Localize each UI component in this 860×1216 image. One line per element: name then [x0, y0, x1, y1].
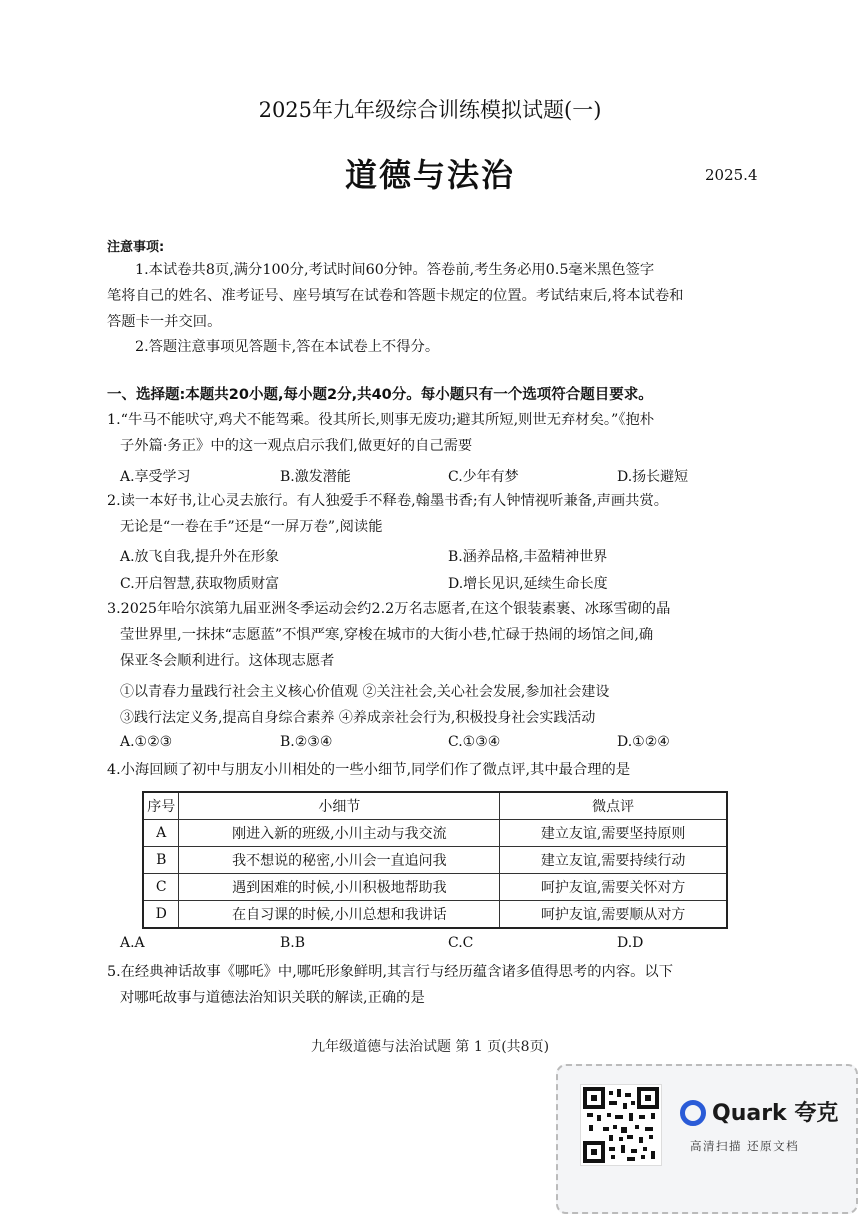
question-3-line: 莹世界里,一抹抹“志愿蓝”不惧严寒,穿梭在城市的大街小巷,忙碌于热闹的场馆之间,确	[120, 627, 654, 643]
question-2-line: 无论是“一卷在手”还是“一屏万卷”,阅读能	[120, 519, 383, 535]
q3-statement-line: ③践行法定义务,提高自身综合素养 ④养成亲社会行为,积极投身社会实践活动	[120, 710, 596, 726]
question-3-line: 3.2025年哈尔滨第九届亚洲冬季运动会约2.2万名志愿者,在这个银装素裹、冰琢雪砌的晶	[107, 601, 671, 617]
q2-option-d: D.增长见识,延续生命长度	[448, 576, 608, 592]
q3-option-a: A.①②③	[120, 734, 173, 750]
table-cell: B	[143, 847, 179, 874]
table-cell: 建立友谊,需要坚持原则	[500, 820, 727, 847]
table-cell: A	[143, 820, 179, 847]
q4-option-a: A.A	[120, 935, 145, 951]
quark-watermark	[556, 1064, 858, 1214]
q2-option-a: A.放飞自我,提升外在形象	[120, 549, 280, 565]
table-cell: 呵护友谊,需要顺从对方	[500, 901, 727, 929]
table-row	[143, 874, 727, 901]
paper-title: 2025年九年级综合训练模拟试题(一)	[258, 98, 602, 122]
question-4-line: 4.小海回顾了初中与朋友小川相处的一些小细节,同学们作了微点评,其中最合理的是	[107, 762, 631, 778]
table-cell: D	[143, 901, 179, 929]
question-3-line: 保亚冬会顺利进行。这体现志愿者	[120, 653, 335, 669]
table-header: 序号	[143, 792, 179, 820]
notice-heading: 注意事项:	[107, 240, 165, 255]
q4-option-b: B.B	[280, 935, 306, 951]
table-header-row	[143, 792, 727, 820]
q3-option-c: C.①③④	[448, 734, 501, 750]
q4-option-c: C.C	[448, 935, 474, 951]
notice-line: 笔将自己的姓名、准考证号、座号填写在试卷和答题卡规定的位置。考试结束后,将本试卷和	[107, 288, 684, 304]
comment-table	[142, 791, 728, 929]
table-cell: 我不想说的秘密,小川会一直追问我	[179, 847, 500, 874]
quark-brand: Quark 夸克	[712, 1101, 839, 1126]
q1-option-b: B.激发潜能	[280, 469, 351, 485]
notice-line: 答题卡一并交回。	[107, 314, 222, 330]
quark-logo-icon	[680, 1100, 706, 1126]
subject-title: 道德与法治	[344, 156, 515, 194]
exam-date: 2025.4	[705, 166, 758, 184]
table-cell: 刚进入新的班级,小川主动与我交流	[179, 820, 500, 847]
q2-option-c: C.开启智慧,获取物质财富	[120, 576, 280, 592]
question-1-line: 1.“牛马不能吠守,鸡犬不能驾乘。役其所长,则事无废功;避其所短,则世无弃材矣。”《抱朴	[107, 412, 655, 428]
table-header: 微点评	[500, 792, 727, 820]
section-heading: 一、选择题:本题共20小题,每小题2分,共40分。每小题只有一个选项符合题目要求。	[107, 387, 653, 403]
q3-option-b: B.②③④	[280, 734, 333, 750]
question-2-line: 2.读一本好书,让心灵去旅行。有人独爱手不释卷,翰墨书香;有人钟情视听兼备,声画共赏。	[107, 493, 669, 509]
question-5-line: 5.在经典神话故事《哪吒》中,哪吒形象鲜明,其言行与经历蕴含诸多值得思考的内容。以下	[107, 964, 674, 980]
question-1-line: 子外篇·务正》中的这一观点启示我们,做更好的自己需要	[120, 438, 473, 454]
q3-statement-line: ①以青春力量践行社会主义核心价值观 ②关注社会,关心社会发展,参加社会建设	[120, 684, 610, 700]
page-footer: 九年级道德与法治试题 第 1 页(共8页)	[310, 1039, 550, 1055]
table-cell: 在自习课的时候,小川总想和我讲话	[179, 901, 500, 929]
q1-option-d: D.扬长避短	[617, 469, 689, 485]
q4-option-d: D.D	[617, 935, 644, 951]
quark-slogan: 高清扫描 还原文档	[690, 1139, 800, 1153]
q3-option-d: D.①②④	[617, 734, 670, 750]
table-cell: 呵护友谊,需要关怀对方	[500, 874, 727, 901]
q2-option-b: B.涵养品格,丰盈精神世界	[448, 549, 608, 565]
table-cell: 建立友谊,需要持续行动	[500, 847, 727, 874]
table-cell: 遇到困难的时候,小川积极地帮助我	[179, 874, 500, 901]
question-5-line: 对哪吒故事与道德法治知识关联的解读,正确的是	[120, 990, 425, 1006]
notice-line: 1.本试卷共8页,满分100分,考试时间60分钟。答卷前,考生务必用0.5毫米黑色签字	[135, 262, 655, 278]
q1-option-a: A.享受学习	[120, 469, 191, 485]
table-header: 小细节	[179, 792, 500, 820]
q1-option-c: C.少年有梦	[448, 469, 519, 485]
table-cell: C	[143, 874, 179, 901]
qr-code-icon	[580, 1084, 662, 1166]
notice-line: 2.答题注意事项见答题卡,答在本试卷上不得分。	[135, 339, 440, 355]
table-row	[143, 901, 727, 929]
table-row	[143, 847, 727, 874]
table-row	[143, 820, 727, 847]
